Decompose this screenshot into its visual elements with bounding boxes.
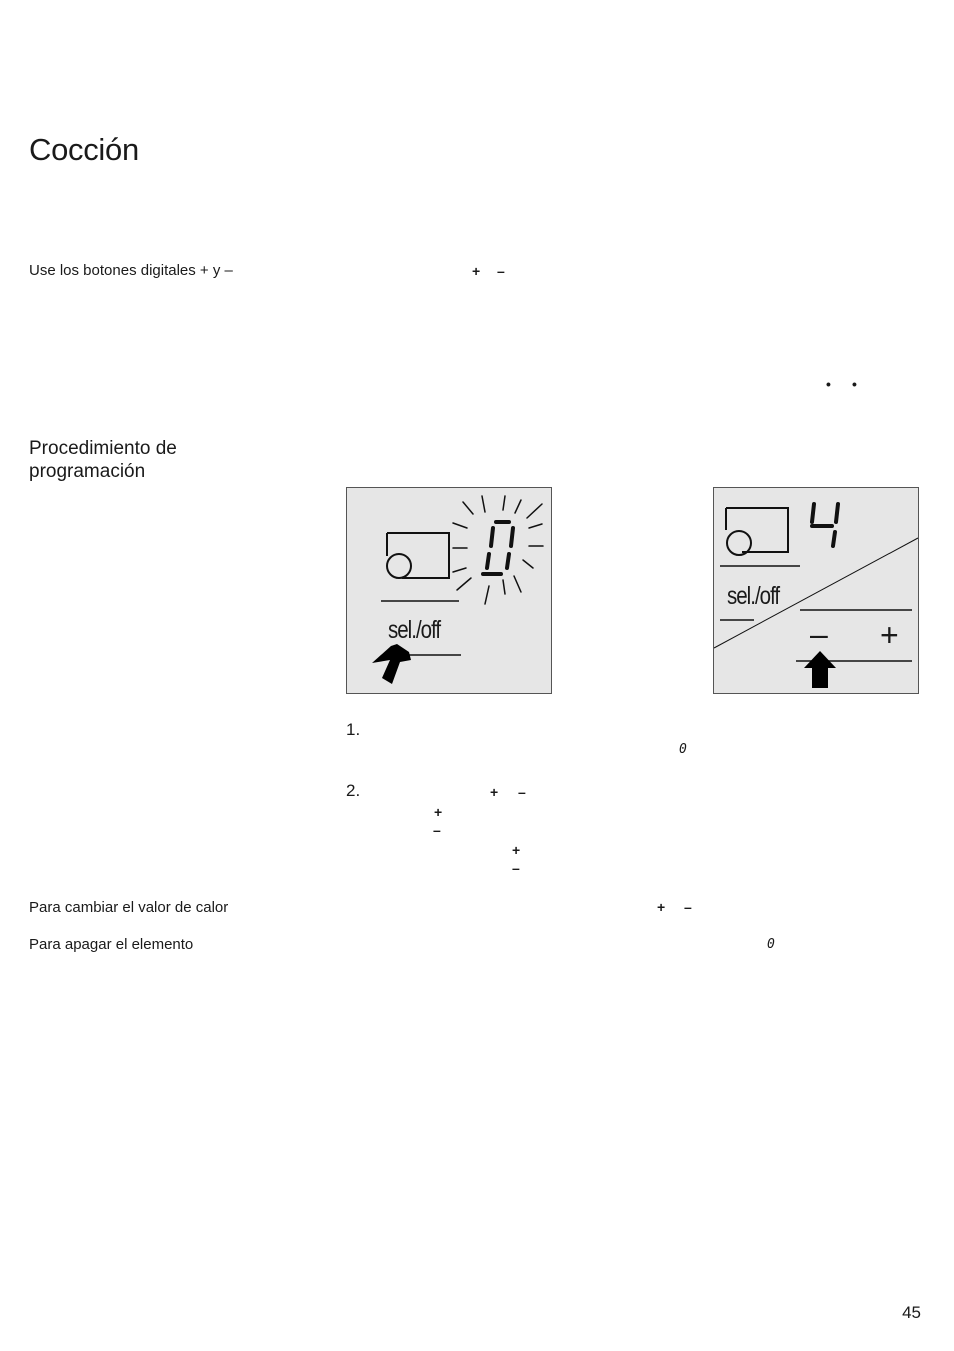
plus-symbol: + (472, 263, 481, 279)
panel-illustration (347, 488, 551, 693)
section-subtitle: Procedimiento de programación (29, 438, 177, 482)
plus-symbol: + (490, 784, 499, 800)
display-zero-symbol: 0 (679, 742, 687, 757)
plus-symbol: + (657, 899, 666, 915)
step-number: 2. (346, 781, 361, 800)
plus-symbol: + (434, 804, 443, 820)
minus-symbol: – (512, 860, 520, 876)
turn-off-label: Para apagar el elemento (29, 936, 194, 953)
minus-symbol: – (684, 899, 692, 915)
display-zero-symbol: 0 (767, 937, 775, 952)
minus-symbol: – (518, 784, 526, 800)
plus-key-symbol: + (880, 617, 899, 653)
page-number: 45 (902, 1303, 921, 1322)
plus-symbol: + (512, 842, 521, 858)
pointer-arrow-icon (372, 644, 411, 684)
bullet-dot: • (826, 376, 831, 392)
bullet-dot: • (852, 376, 857, 392)
minus-key-symbol: – (810, 616, 828, 652)
change-heat-label: Para cambiar el valor de calor (29, 899, 229, 916)
control-panel-sel-off (346, 487, 552, 694)
minus-symbol: – (497, 263, 505, 279)
sel-off-label: sel./off (388, 616, 441, 644)
digital-buttons-label: Use los botones digitales + y – (29, 262, 233, 279)
sel-off-label: sel./off (727, 582, 780, 610)
pointer-arrow-icon (804, 651, 836, 688)
step-number: 1. (346, 720, 361, 739)
control-panel-plus-minus (713, 487, 919, 694)
minus-symbol: – (433, 822, 441, 838)
page-title: Cocción (29, 132, 139, 167)
